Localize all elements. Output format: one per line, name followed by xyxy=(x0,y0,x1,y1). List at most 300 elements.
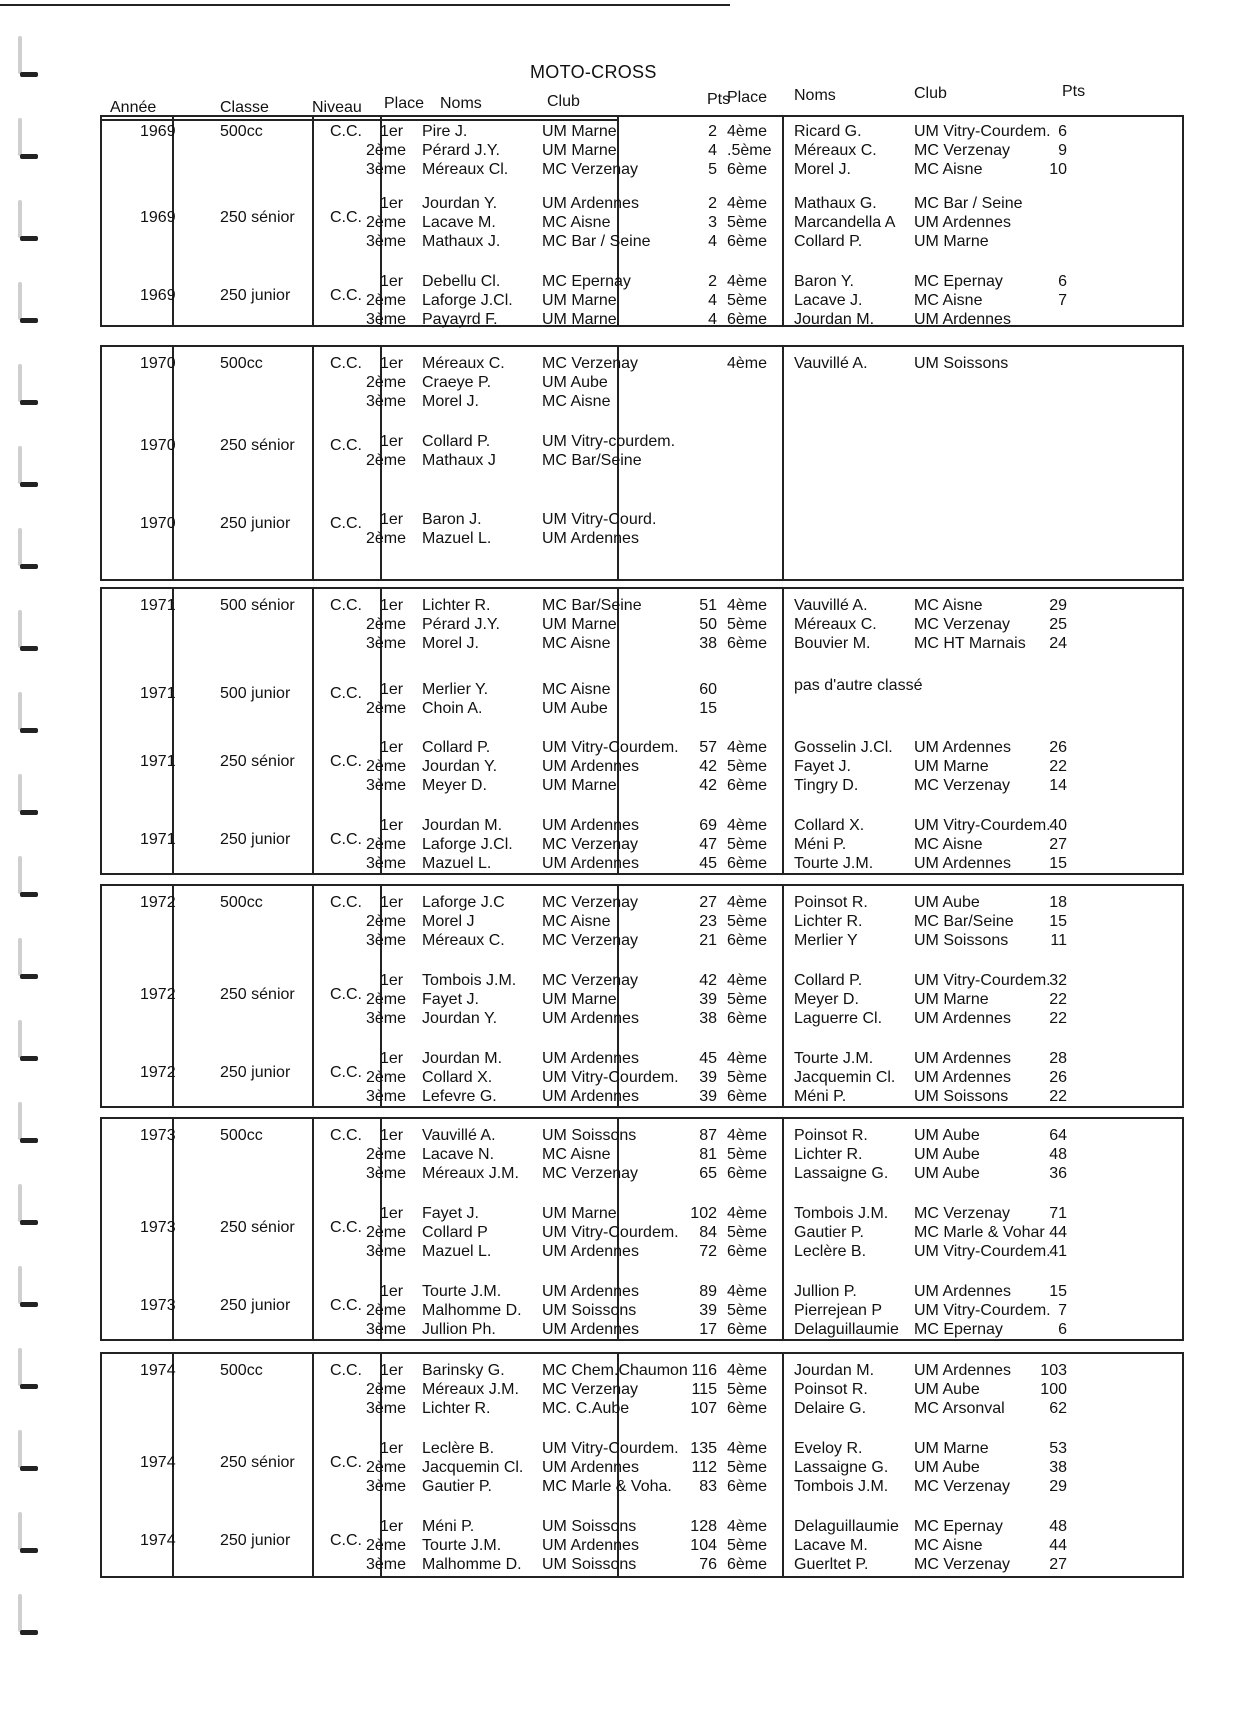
points-cell-right: 22 xyxy=(1049,1088,1067,1105)
club-cell: UM Marne xyxy=(542,777,617,794)
club-cell: MC Verzenay xyxy=(542,1381,639,1398)
name-cell-right: Gautier P. xyxy=(794,1224,864,1241)
ring-hook xyxy=(20,318,38,323)
place-cell-right: 5ème xyxy=(727,913,768,930)
club-cell: MC Verzenay xyxy=(542,972,639,989)
place-cell: 1er xyxy=(380,597,404,614)
club-cell-right: UM Ardennes xyxy=(914,311,1011,328)
ring-hook xyxy=(20,810,38,815)
name-cell: Lichter R. xyxy=(422,597,491,614)
place-cell-right: 6ème xyxy=(727,855,768,872)
place-cell-right: 5ème xyxy=(727,758,768,775)
name-cell-right: Vauvillé A. xyxy=(794,355,868,372)
place-cell: 3ème xyxy=(366,161,407,178)
points-cell: 3 xyxy=(708,214,717,231)
points-cell-right: 103 xyxy=(1040,1362,1067,1379)
place-cell-right: 6ème xyxy=(727,932,768,949)
club-cell: UM Ardennes xyxy=(542,195,639,212)
level-cell: C.C. xyxy=(330,753,362,770)
place-cell-right: 5ème xyxy=(727,292,768,309)
place-cell: 1er xyxy=(380,355,404,372)
place-cell-right: 4ème xyxy=(727,273,768,290)
name-cell-right: Jullion P. xyxy=(794,1283,857,1300)
column-header-classe: Classe xyxy=(220,99,269,116)
place-cell-right: 6ème xyxy=(727,233,768,250)
place-cell-right: 4ème xyxy=(727,1050,768,1067)
ring-bar xyxy=(18,200,22,238)
club-cell: MC Epernay xyxy=(542,273,631,290)
column-header-annee: Année xyxy=(110,99,157,116)
place-cell: 2ème xyxy=(366,452,407,469)
points-cell-right: 32 xyxy=(1049,972,1067,989)
points-cell: 38 xyxy=(699,635,717,652)
place-cell-right: 5ème xyxy=(727,836,768,853)
club-cell: UM Ardennes xyxy=(542,530,639,547)
place-cell-right: 6ème xyxy=(727,311,768,328)
place-cell-right: 4ème xyxy=(727,1127,768,1144)
club-cell-right: MC Epernay xyxy=(914,273,1003,290)
points-cell-right: 64 xyxy=(1049,1127,1067,1144)
name-cell: Mazuel L. xyxy=(422,530,492,547)
column-divider xyxy=(172,347,174,579)
club-cell-right: MC Verzenay xyxy=(914,777,1011,794)
club-cell-right: UM Ardennes xyxy=(914,1069,1011,1086)
year-cell: 1970 xyxy=(140,515,176,532)
column-header-club: Club xyxy=(547,93,580,110)
points-cell: 39 xyxy=(699,991,717,1008)
binding-ring xyxy=(18,1012,40,1066)
points-cell-right: 25 xyxy=(1049,616,1067,633)
column-divider xyxy=(782,886,784,1106)
name-cell-right: Jourdan M. xyxy=(794,311,875,328)
class-cell: 500 sénior xyxy=(220,597,295,614)
column-header-place2: Place xyxy=(727,89,768,106)
name-cell-right: Marcandella A xyxy=(794,214,896,231)
points-cell-right: 62 xyxy=(1049,1400,1067,1417)
binding-ring xyxy=(18,684,40,738)
club-cell-right: UM Vitry-Courdem. xyxy=(914,1302,1051,1319)
place-cell-right: 5ème xyxy=(727,991,768,1008)
name-cell-right: Lassaigne G. xyxy=(794,1165,889,1182)
place-cell-right: 5ème xyxy=(727,1537,768,1554)
name-cell: Gautier P. xyxy=(422,1478,492,1495)
club-cell-right: MC Bar/Seine xyxy=(914,913,1014,930)
points-cell-right: 29 xyxy=(1049,597,1067,614)
place-cell: 3ème xyxy=(366,1400,407,1417)
place-cell-right: 6ème xyxy=(727,1556,768,1573)
name-cell: Mazuel L. xyxy=(422,1243,492,1260)
place-cell: 3ème xyxy=(366,635,407,652)
club-cell: UM Ardennes xyxy=(542,1050,639,1067)
column-divider xyxy=(312,347,314,579)
class-cell: 500cc xyxy=(220,1127,263,1144)
name-cell: Morel J. xyxy=(422,393,479,410)
level-cell: C.C. xyxy=(330,597,362,614)
binding-ring xyxy=(18,1340,40,1394)
club-cell-right: UM Ardennes xyxy=(914,1283,1011,1300)
name-cell: Jourdan M. xyxy=(422,817,503,834)
place-cell: 2ème xyxy=(366,374,407,391)
place-cell: 3ème xyxy=(366,932,407,949)
level-cell: C.C. xyxy=(330,287,362,304)
spiral-binding xyxy=(0,0,60,1719)
place-cell: 2ème xyxy=(366,1224,407,1241)
place-cell: 1er xyxy=(380,1050,404,1067)
club-cell-right: UM Aube xyxy=(914,894,980,911)
points-cell: 87 xyxy=(699,1127,717,1144)
club-cell: UM Aube xyxy=(542,374,608,391)
column-header-niveau: Niveau xyxy=(312,99,362,116)
points-cell-right: 22 xyxy=(1049,1010,1067,1027)
place-cell-right: 4ème xyxy=(727,1205,768,1222)
name-cell: Méreaux J.M. xyxy=(422,1381,519,1398)
binding-ring xyxy=(18,356,40,410)
club-cell-right: UM Marne xyxy=(914,758,989,775)
column-header-noms2: Noms xyxy=(794,87,836,104)
name-cell-right: Tingry D. xyxy=(794,777,859,794)
column-header-club2: Club xyxy=(914,85,947,102)
club-cell-right: MC Bar / Seine xyxy=(914,195,1023,212)
points-cell-right: 71 xyxy=(1049,1205,1067,1222)
name-cell: Choin A. xyxy=(422,700,483,717)
club-cell-right: MC Arsonval xyxy=(914,1400,1005,1417)
place-cell: 3ème xyxy=(366,1165,407,1182)
club-cell: MC Aisne xyxy=(542,635,611,652)
class-cell: 250 sénior xyxy=(220,986,295,1003)
column-header-noms: Noms xyxy=(440,95,482,112)
name-cell: Lichter R. xyxy=(422,1400,491,1417)
club-cell-right: UM Marne xyxy=(914,1440,989,1457)
points-cell-right: 26 xyxy=(1049,739,1067,756)
points-cell-right: 41 xyxy=(1049,1243,1067,1260)
name-cell: Jourdan Y. xyxy=(422,1010,498,1027)
club-cell-right: UM Vitry-Courdem. xyxy=(914,817,1051,834)
club-cell: UM Ardennes xyxy=(542,855,639,872)
club-cell-right: UM Vitry-Courdem. xyxy=(914,123,1051,140)
class-cell: 250 junior xyxy=(220,515,291,532)
ring-hook xyxy=(20,892,38,897)
column-header-pts: Pts xyxy=(707,91,731,108)
club-cell: MC Bar/Seine xyxy=(542,597,642,614)
name-cell-right: Guerltet P. xyxy=(794,1556,869,1573)
club-cell: UM Vitry-Courdem. xyxy=(542,1224,679,1241)
name-cell-right: Jourdan M. xyxy=(794,1362,875,1379)
club-cell: UM Aube xyxy=(542,700,608,717)
year-cell: 1973 xyxy=(140,1219,176,1236)
level-cell: C.C. xyxy=(330,986,362,1003)
column-divider xyxy=(782,347,784,579)
club-cell-right: UM Aube xyxy=(914,1381,980,1398)
points-cell-right: 29 xyxy=(1049,1478,1067,1495)
ring-bar xyxy=(18,1020,22,1058)
ring-bar xyxy=(18,938,22,976)
level-cell: C.C. xyxy=(330,1532,362,1549)
points-cell: 23 xyxy=(699,913,717,930)
place-cell: 1er xyxy=(380,1362,404,1379)
name-cell: Collard P. xyxy=(422,433,491,450)
year-cell: 1973 xyxy=(140,1297,176,1314)
class-cell: 500cc xyxy=(220,123,263,140)
points-cell: 39 xyxy=(699,1069,717,1086)
place-cell-right: 4ème xyxy=(727,739,768,756)
points-cell: 69 xyxy=(699,817,717,834)
year-cell: 1970 xyxy=(140,355,176,372)
place-cell-right: 4ème xyxy=(727,1440,768,1457)
column-header-pts2: Pts xyxy=(1062,83,1086,100)
ring-hook xyxy=(20,1466,38,1471)
results-block xyxy=(100,1352,1184,1578)
year-cell: 1974 xyxy=(140,1532,176,1549)
club-cell: UM Ardennes xyxy=(542,1537,639,1554)
points-cell: 76 xyxy=(699,1556,717,1573)
place-cell: 2ème xyxy=(366,1146,407,1163)
club-cell-right: MC HT Marnais xyxy=(914,635,1026,652)
results-block xyxy=(100,83,1184,328)
class-cell: 250 sénior xyxy=(220,1454,295,1471)
points-cell-right: 6 xyxy=(1058,1321,1067,1338)
binding-ring xyxy=(18,110,40,164)
name-cell-right: Méni P. xyxy=(794,836,847,853)
place-cell-right: 5ème xyxy=(727,1302,768,1319)
club-cell-right: UM Soissons xyxy=(914,355,1009,372)
points-cell-right: 27 xyxy=(1049,836,1067,853)
binding-ring xyxy=(18,192,40,246)
place-cell: 2ème xyxy=(366,758,407,775)
club-cell: MC Aisne xyxy=(542,681,611,698)
points-cell: 21 xyxy=(699,932,717,949)
remark-note: pas d'autre classé xyxy=(794,677,923,694)
club-cell-right: UM Ardennes xyxy=(914,1010,1011,1027)
points-cell: 4 xyxy=(708,233,717,250)
binding-ring xyxy=(18,274,40,328)
class-cell: 250 sénior xyxy=(220,1219,295,1236)
class-cell: 250 junior xyxy=(220,831,291,848)
ring-hook xyxy=(20,1630,38,1635)
name-cell: Pérard J.Y. xyxy=(422,142,500,159)
ring-bar xyxy=(18,364,22,402)
binding-ring xyxy=(18,930,40,984)
name-cell: Tombois J.M. xyxy=(422,972,517,989)
name-cell: Merlier Y. xyxy=(422,681,489,698)
name-cell-right: Tourte J.M. xyxy=(794,855,874,872)
points-cell-right: 9 xyxy=(1058,142,1067,159)
level-cell: C.C. xyxy=(330,831,362,848)
place-cell-right: 4ème xyxy=(727,355,768,372)
points-cell: 51 xyxy=(699,597,717,614)
points-cell-right: 22 xyxy=(1049,758,1067,775)
club-cell: MC Bar/Seine xyxy=(542,452,642,469)
points-cell: 17 xyxy=(699,1321,717,1338)
year-cell: 1974 xyxy=(140,1362,176,1379)
place-cell: 1er xyxy=(380,123,404,140)
points-cell: 107 xyxy=(690,1400,717,1417)
points-cell: 42 xyxy=(699,777,717,794)
class-cell: 500cc xyxy=(220,1362,263,1379)
year-cell: 1971 xyxy=(140,685,176,702)
ring-hook xyxy=(20,646,38,651)
club-cell: UM Marne xyxy=(542,123,617,140)
points-cell: 57 xyxy=(699,739,717,756)
name-cell-right: Jacquemin Cl. xyxy=(794,1069,896,1086)
binding-ring xyxy=(18,1094,40,1148)
club-cell: MC Aisne xyxy=(542,393,611,410)
place-cell-right: 4ème xyxy=(727,1518,768,1535)
name-cell: Tourte J.M. xyxy=(422,1283,502,1300)
points-cell: 27 xyxy=(699,894,717,911)
place-cell: 1er xyxy=(380,894,404,911)
place-cell: 3ème xyxy=(366,1010,407,1027)
club-cell: UM Marne xyxy=(542,616,617,633)
club-cell-right: UM Vitry-Courdem. xyxy=(914,972,1051,989)
place-cell-right: 4ème xyxy=(727,894,768,911)
class-cell: 500 junior xyxy=(220,685,291,702)
name-cell: Leclère B. xyxy=(422,1440,495,1457)
name-cell: Méni P. xyxy=(422,1518,475,1535)
club-cell: UM Marne xyxy=(542,142,617,159)
name-cell: Jullion Ph. xyxy=(422,1321,496,1338)
points-cell: 104 xyxy=(690,1537,717,1554)
place-cell: 2ème xyxy=(366,530,407,547)
place-cell-right: 6ème xyxy=(727,1321,768,1338)
place-cell-right: 6ème xyxy=(727,1088,768,1105)
binding-ring xyxy=(18,28,40,82)
results-block xyxy=(100,1117,1184,1341)
place-cell: 2ème xyxy=(366,1537,407,1554)
level-cell: C.C. xyxy=(330,894,362,911)
ring-hook xyxy=(20,72,38,77)
points-cell-right: 11 xyxy=(1050,932,1067,949)
club-cell: UM Soissons xyxy=(542,1127,637,1144)
year-cell: 1969 xyxy=(140,287,176,304)
ring-bar xyxy=(18,1184,22,1222)
name-cell: Mathaux J xyxy=(422,452,496,469)
club-cell: UM Soissons xyxy=(542,1302,637,1319)
points-cell: 5 xyxy=(708,161,717,178)
points-cell-right: 7 xyxy=(1058,292,1067,309)
club-cell-right: UM Ardennes xyxy=(914,214,1011,231)
points-cell-right: 53 xyxy=(1049,1440,1067,1457)
name-cell: Baron J. xyxy=(422,511,482,528)
club-cell-right: MC Aisne xyxy=(914,292,983,309)
binding-ring xyxy=(18,1258,40,1312)
place-cell: 1er xyxy=(380,1518,404,1535)
place-cell-right: 5ème xyxy=(727,1381,768,1398)
place-cell: 2ème xyxy=(366,142,407,159)
place-cell-right: 5ème xyxy=(727,1069,768,1086)
club-cell-right: MC Verzenay xyxy=(914,616,1011,633)
points-cell: 4 xyxy=(708,311,717,328)
points-cell-right: 14 xyxy=(1049,777,1067,794)
place-cell: 1er xyxy=(380,972,404,989)
name-cell-right: Fayet J. xyxy=(794,758,851,775)
ring-bar xyxy=(18,1102,22,1140)
level-cell: C.C. xyxy=(330,355,362,372)
name-cell-right: Poinsot R. xyxy=(794,1127,868,1144)
club-cell-right: MC Aisne xyxy=(914,597,983,614)
place-cell: 3ème xyxy=(366,855,407,872)
name-cell: Debellu Cl. xyxy=(422,273,501,290)
club-cell-right: UM Ardennes xyxy=(914,739,1011,756)
place-cell-right: 4ème xyxy=(727,123,768,140)
column-divider xyxy=(312,886,314,1106)
points-cell: 2 xyxy=(708,123,717,140)
ring-bar xyxy=(18,446,22,484)
club-cell: MC Verzenay xyxy=(542,894,639,911)
place-cell: 2ème xyxy=(366,214,407,231)
ring-hook xyxy=(20,1302,38,1307)
name-cell-right: Vauvillé A. xyxy=(794,597,868,614)
name-cell: Morel J. xyxy=(422,635,479,652)
ring-bar xyxy=(18,528,22,566)
club-cell-right: MC Marle & Vohar xyxy=(914,1224,1045,1241)
class-cell: 250 sénior xyxy=(220,753,295,770)
club-cell: UM Vitry-Courdem. xyxy=(542,739,679,756)
club-cell: UM Ardennes xyxy=(542,1088,639,1105)
name-cell-right: Méreaux C. xyxy=(794,616,877,633)
name-cell: Méreaux Cl. xyxy=(422,161,509,178)
club-cell: UM Ardennes xyxy=(542,758,639,775)
place-cell: 2ème xyxy=(366,1381,407,1398)
club-cell: MC Chem.Chaumon xyxy=(542,1362,688,1379)
binding-ring xyxy=(18,1422,40,1476)
ring-bar xyxy=(18,1512,22,1550)
results-block xyxy=(100,587,1184,875)
name-cell: Payayrd F. xyxy=(422,311,498,328)
column-header-place: Place xyxy=(384,95,425,112)
level-cell: C.C. xyxy=(330,1127,362,1144)
club-cell-right: MC Epernay xyxy=(914,1518,1003,1535)
club-cell-right: MC Aisne xyxy=(914,1537,983,1554)
points-cell: 42 xyxy=(699,758,717,775)
ring-hook xyxy=(20,482,38,487)
club-cell-right: MC Verzenay xyxy=(914,1556,1011,1573)
ring-hook xyxy=(20,236,38,241)
name-cell: Meyer D. xyxy=(422,777,487,794)
class-cell: 250 junior xyxy=(220,1532,291,1549)
club-cell: UM Vitry-Courdem. xyxy=(542,1069,679,1086)
club-cell: UM Ardennes xyxy=(542,817,639,834)
name-cell: Mathaux J. xyxy=(422,233,501,250)
column-divider xyxy=(312,589,314,873)
points-cell-right: 10 xyxy=(1049,161,1067,178)
column-divider xyxy=(782,1119,784,1339)
points-cell: 115 xyxy=(691,1381,717,1398)
level-cell: C.C. xyxy=(330,437,362,454)
place-cell: 3ème xyxy=(366,1556,407,1573)
ring-bar xyxy=(18,692,22,730)
class-cell: 500cc xyxy=(220,355,263,372)
name-cell-right: Morel J. xyxy=(794,161,851,178)
column-divider xyxy=(617,117,619,325)
club-cell-right: UM Soissons xyxy=(914,1088,1009,1105)
points-cell-right: 28 xyxy=(1049,1050,1067,1067)
club-cell-right: MC Verzenay xyxy=(914,1205,1011,1222)
level-cell: C.C. xyxy=(330,685,362,702)
ring-bar xyxy=(18,1430,22,1468)
club-cell: MC Verzenay xyxy=(542,1165,639,1182)
binding-ring xyxy=(18,1176,40,1230)
page-title: MOTO-CROSS xyxy=(530,62,657,82)
club-cell: UM Ardennes xyxy=(542,1243,639,1260)
club-cell: MC Verzenay xyxy=(542,161,639,178)
place-cell-right: 6ème xyxy=(727,1478,768,1495)
name-cell: Jourdan M. xyxy=(422,1050,503,1067)
place-cell: 2ème xyxy=(366,1302,407,1319)
name-cell: Tourte J.M. xyxy=(422,1537,502,1554)
points-cell: 4 xyxy=(708,142,717,159)
name-cell-right: Leclère B. xyxy=(794,1243,867,1260)
points-cell-right: 18 xyxy=(1049,894,1067,911)
